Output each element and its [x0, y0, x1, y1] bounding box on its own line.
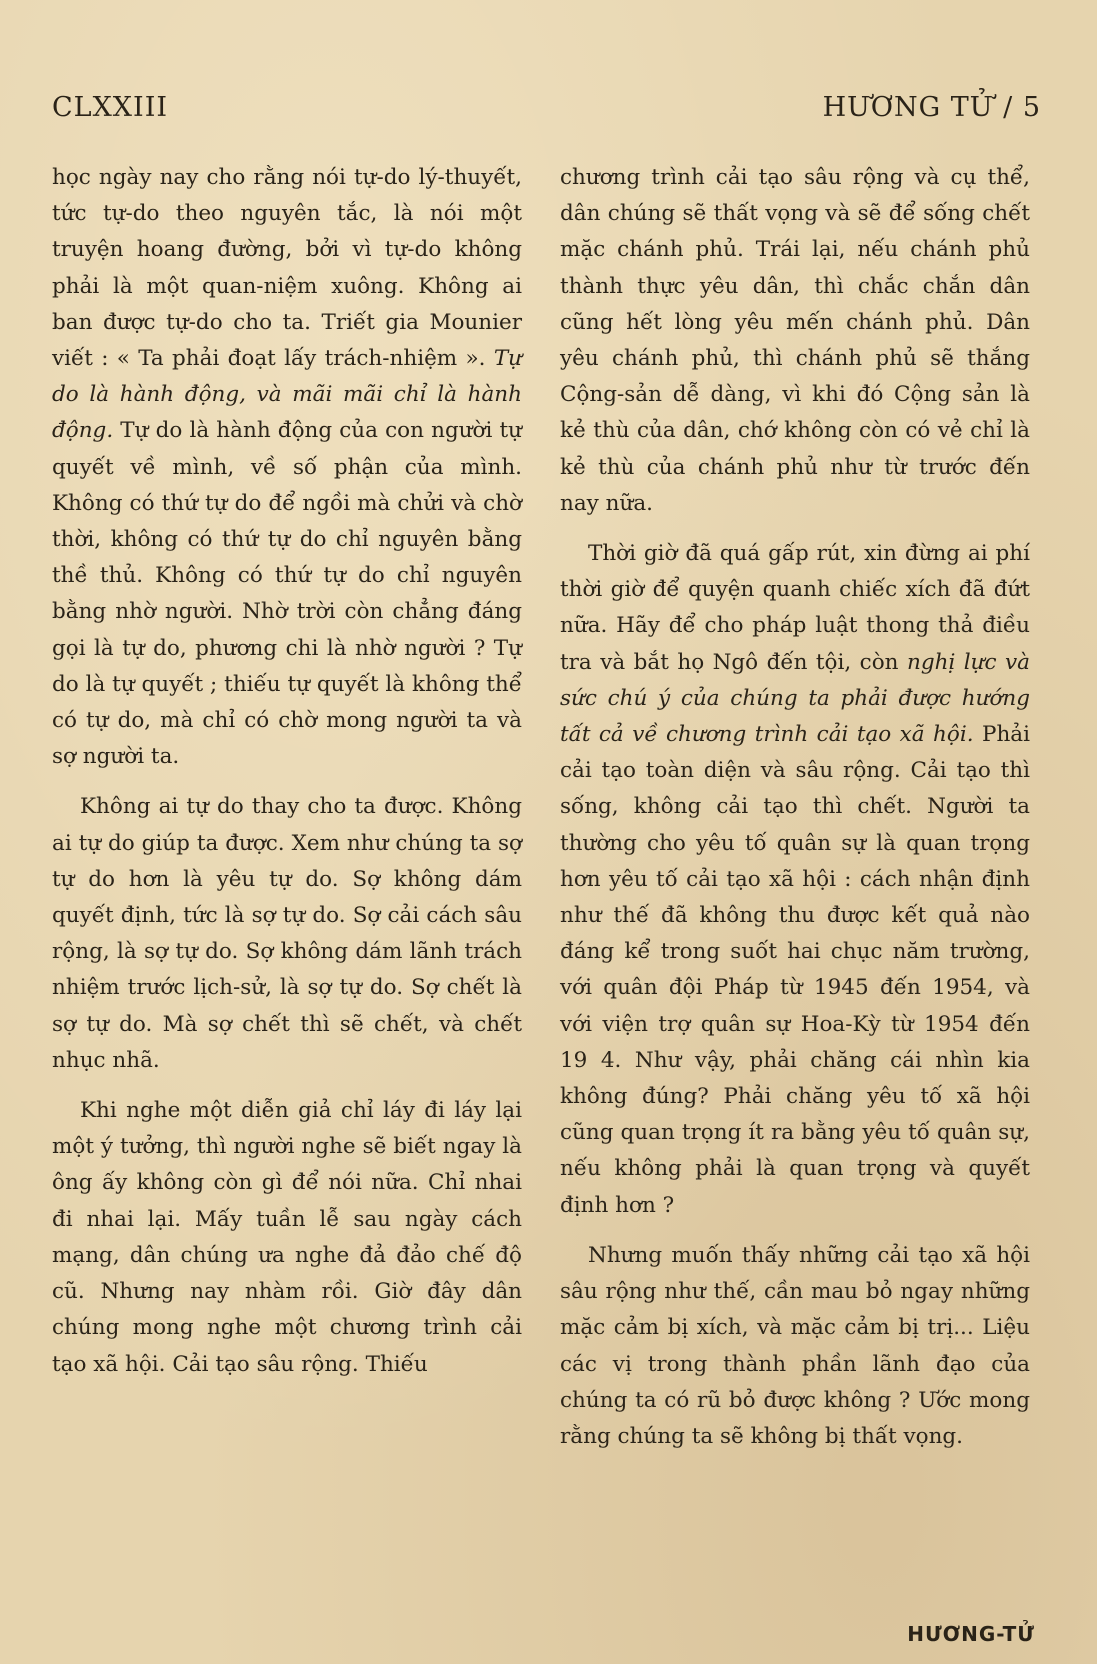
author-signature: HƯƠNG-TỬ — [907, 1622, 1035, 1646]
left-column — [52, 160, 522, 1383]
left-paragraph-3: Khi nghe một diễn giả chỉ láy đi láy lại một ý tưởng, thì người nghe sẽ biết ngay là ông ấy không còn gì để nói nữa. Chỉ nhai đi nhai lại. Mấy tuần lễ sau ngày cách mạng, dân chúng ưa nghe đả đảo chế độ cũ. Nhưng nay nhàm rồi. Giờ đây dân chúng mong nghe một chương trình cải tạo xã hội. Cải tạo sâu rộng. Thiếu — [52, 1098, 522, 1377]
left-paragraph-2: Không ai tự do thay cho ta được. Không ai tự do giúp ta được. Xem như chúng ta sợ tự do hơn là yêu tự do. Sợ không dám quyết định, tức là sợ tự do. Sợ cải cách sâu rộng, là sợ tự do. Sợ không dám lãnh trách nhiệm trước lịch-sử, là sợ tự do. Sợ chết là sợ tự do. Mà sợ chết thì sẽ chết, và chết nhục nhã. — [52, 794, 522, 1073]
right-paragraph-3: Nhưng muốn thấy những cải tạo xã hội sâu rộng như thế, cần mau bỏ ngay những mặc cảm bị xích, và mặc cảm bị trị... Liệu các vị trong thành phần lãnh đạo của chúng ta có rũ bỏ được không ? Ước mong rằng chúng ta sẽ không bị thất vọng. — [560, 1242, 1030, 1449]
page-header — [52, 92, 1041, 132]
right-paragraph-1: chương trình cải tạo sâu rộng và cụ thể, dân chúng sẽ thất vọng và sẽ để sống chết mặc chánh phủ. Trái lại, nếu chánh phủ thành thực yêu dân, thì chắc chắn dân cũng hết lòng yêu mến chánh phủ. Dân yêu chánh phủ, thì chánh phủ sẽ thắng Cộng-sản dễ dàng, vì khi đó Cộng sản là kẻ thù của dân, chớ không còn có vẻ chỉ là kẻ thù của chánh phủ như từ trước đến nay nữa. — [560, 165, 1030, 516]
right-column — [560, 160, 1030, 1455]
section-number: CLXXIII — [52, 92, 169, 123]
left-paragraph-1 — [52, 160, 522, 775]
right-p2-text-b: Phải cải tạo toàn diện và sâu rộng. Cải tạo thì sống, không cải tạo thì chết. Người ta thường cho yêu tố quân sự là quan trọng hơn yêu tố cải tạo xã hội : cách nhận định như thế đã không thu được kết quả nào đáng kể trong suốt hai chục năm trường, với quân đội Pháp từ 1945 đến 1954, và với viện trợ quân sự Hoa-Kỳ từ 1954 đến 19 4. Như vậy, phải chăng cái nhìn kia không đúng? Phải chăng yêu tố xã hội cũng quan trọng ít ra bằng yêu tố quân sự, nếu không phải là quan trọng và quyết định hơn ? — [560, 722, 1030, 1218]
right-p2-text-a: Thời giờ đã quá gấp rút, xin đừng ai phí thời giờ để quyện quanh chiếc xích đã đứt nữa. Hãy để cho pháp luật thong thả điều tra và bắt họ Ngô đến tội, còn — [560, 541, 1030, 675]
left-p1-text-a: học ngày nay cho rằng nói tự-do lý-thuyết, tức tự-do theo nguyên tắc, là nói một truyện hoang đường, bởi vì tự-do không phải là một quan-niệm xuông. Không ai ban được tự-do cho ta. Triết gia Mounier viết : « Ta phải đoạt lấy trách-nhiệm ». — [52, 165, 522, 372]
left-p1-italic: Tự do là hành động, và mãi mãi chỉ là hành động. — [52, 346, 522, 444]
right-p2-italic: nghị lực và sức chú ý của chúng ta phải được hướng tất cả về chương trình cải tạo xã hội. — [560, 649, 1030, 748]
right-paragraph-2 — [560, 536, 1030, 1224]
running-title: HƯƠNG TỬ / 5 — [822, 92, 1041, 123]
left-p1-text-b: Tự do là hành động của con người tự quyết về mình, về số phận của mình. Không có thứ tự do để ngồi mà chửi và chờ thời, không có thứ tự do chỉ nguyên bằng thề thủ. Không có thứ tự do chỉ nguyên bằng nhờ người. Nhờ trời còn chẳng đáng gọi là tự do, phương chi là nhờ người ? Tự do là tự quyết ; thiếu tự quyết là không thể có tự do, mà chỉ có chờ mong người ta và sợ người ta. — [52, 418, 522, 770]
